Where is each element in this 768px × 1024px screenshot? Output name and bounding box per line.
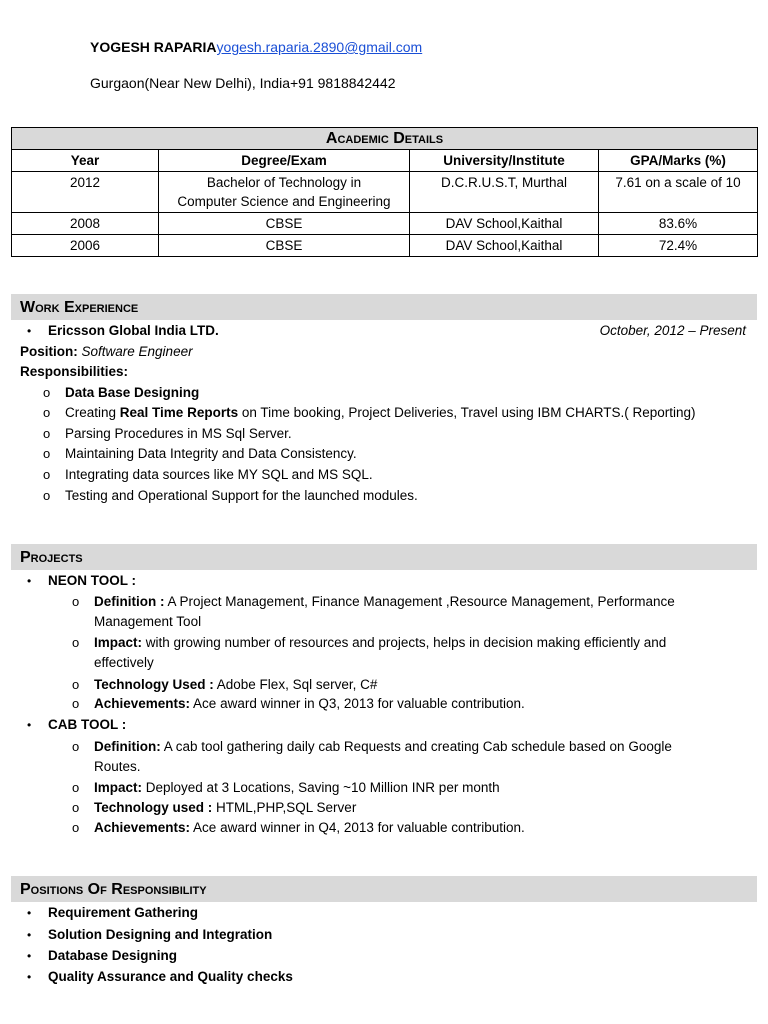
- resume-header: [90, 39, 422, 55]
- column-header-gpa: GPA/Marks (%): [599, 150, 758, 172]
- item-text: Creating: [65, 405, 120, 420]
- cell-gpa: 83.6%: [599, 213, 758, 235]
- column-header-institute: University/Institute: [410, 150, 599, 172]
- tech-text: Adobe Flex, Sql server, C#: [213, 677, 378, 692]
- cell-institute: DAV School,Kaithal: [410, 213, 599, 235]
- list-item: Solution Designing and Integration: [48, 927, 273, 942]
- circle-bullet-icon: o: [72, 780, 80, 795]
- circle-bullet-icon: o: [72, 820, 80, 835]
- company-name: Ericsson Global India LTD.: [48, 323, 219, 338]
- tech-label: Technology used :: [94, 800, 213, 815]
- bullet-icon: •: [27, 970, 32, 984]
- circle-bullet-icon: o: [72, 594, 80, 609]
- projects-title: Projects: [11, 544, 757, 570]
- achievements-label: Achievements:: [94, 696, 191, 711]
- candidate-name: YOGESH RAPARIA: [90, 39, 217, 55]
- list-item: Database Designing: [48, 948, 178, 963]
- position-label: Position:: [20, 344, 78, 359]
- employment-dates: October, 2012 – Present: [599, 323, 746, 338]
- cell-institute: D.C.R.U.S.T, Murthal: [410, 172, 599, 213]
- cell-year: 2006: [12, 235, 159, 257]
- cell-gpa: 72.4%: [599, 235, 758, 257]
- bullet-icon: •: [27, 906, 32, 920]
- column-header-year: Year: [12, 150, 159, 172]
- project-definition: [94, 592, 675, 612]
- list-item: Parsing Procedures in MS Sql Server.: [65, 426, 292, 441]
- project-technology: [94, 675, 377, 695]
- list-item: Requirement Gathering: [48, 905, 199, 920]
- contact-address: Gurgaon(Near New Delhi), India+91 9818842442: [90, 75, 396, 91]
- cell-degree: CBSE: [159, 235, 410, 257]
- item-bold-text: Data Base Designing: [65, 385, 200, 400]
- cell-degree: CBSE: [159, 213, 410, 235]
- impact-label: Impact:: [94, 780, 143, 795]
- project-impact-cont: effectively: [94, 655, 154, 670]
- circle-bullet-icon: o: [72, 800, 80, 815]
- table-header-row: [12, 150, 758, 172]
- project-achievements: [94, 694, 525, 714]
- bullet-icon: •: [27, 718, 32, 732]
- impact-text: with growing number of resources and projects, helps in decision making efficiently and: [142, 635, 667, 650]
- project-impact: [94, 778, 500, 798]
- circle-bullet-icon: o: [72, 635, 80, 650]
- table-row: [12, 235, 758, 257]
- academic-details-table: [11, 127, 758, 257]
- circle-bullet-icon: o: [43, 426, 51, 441]
- bullet-icon: •: [27, 949, 32, 963]
- list-item: [65, 403, 696, 423]
- project-definition-cont: Management Tool: [94, 614, 202, 629]
- circle-bullet-icon: o: [43, 405, 51, 420]
- position-value: Software Engineer: [81, 344, 193, 359]
- degree-line: Computer Science and Engineering: [177, 194, 391, 209]
- table-row: [12, 172, 758, 213]
- bullet-icon: •: [27, 324, 32, 338]
- project-name: CAB TOOL :: [48, 717, 127, 732]
- item-bold-text: Real Time Reports: [119, 405, 239, 420]
- circle-bullet-icon: o: [43, 385, 51, 400]
- cell-degree: [159, 172, 410, 213]
- definition-label: Definition:: [94, 739, 161, 754]
- circle-bullet-icon: o: [43, 446, 51, 461]
- responsibilities-label: Responsibilities:: [20, 364, 129, 379]
- achievements-text: Ace award winner in Q3, 2013 for valuable contribution.: [190, 696, 525, 711]
- list-item: Testing and Operational Support for the launched modules.: [65, 488, 418, 503]
- cell-year: 2012: [12, 172, 159, 213]
- bullet-icon: •: [27, 574, 32, 588]
- positions-title: Positions Of Responsibility: [11, 876, 757, 902]
- definition-text: A Project Management, Finance Management ,Resource Management, Performance: [164, 594, 675, 609]
- project-definition-cont: Routes.: [94, 759, 141, 774]
- definition-label: Definition :: [94, 594, 165, 609]
- circle-bullet-icon: o: [43, 488, 51, 503]
- table-row: [12, 213, 758, 235]
- impact-text: Deployed at 3 Locations, Saving ~10 Million INR per month: [142, 780, 500, 795]
- project-technology: [94, 798, 356, 818]
- circle-bullet-icon: o: [72, 739, 80, 754]
- bullet-icon: •: [27, 928, 32, 942]
- definition-text: A cab tool gathering daily cab Requests and creating Cab schedule based on Google: [160, 739, 672, 754]
- cell-year: 2008: [12, 213, 159, 235]
- column-header-degree: Degree/Exam: [159, 150, 410, 172]
- list-item: Integrating data sources like MY SQL and MS SQL.: [65, 467, 373, 482]
- tech-text: HTML,PHP,SQL Server: [212, 800, 357, 815]
- project-name: NEON TOOL :: [48, 573, 137, 588]
- project-achievements: [94, 818, 525, 838]
- cell-gpa: 7.61 on a scale of 10: [599, 172, 758, 213]
- work-experience-title: Work Experience: [11, 294, 757, 320]
- academic-section-title: Academic Details: [12, 128, 758, 150]
- cell-institute: DAV School,Kaithal: [410, 235, 599, 257]
- project-definition: [94, 737, 672, 757]
- circle-bullet-icon: o: [72, 696, 80, 711]
- item-text: on Time booking, Project Deliveries, Travel using IBM CHARTS.( Reporting): [238, 405, 696, 420]
- circle-bullet-icon: o: [43, 467, 51, 482]
- email-link[interactable]: yogesh.raparia.2890@gmail.com: [216, 39, 423, 55]
- project-impact: [94, 633, 666, 653]
- achievements-text: Ace award winner in Q4, 2013 for valuable contribution.: [190, 820, 525, 835]
- achievements-label: Achievements:: [94, 820, 191, 835]
- impact-label: Impact:: [94, 635, 143, 650]
- list-item: [65, 383, 199, 403]
- degree-line: Bachelor of Technology in: [206, 175, 362, 190]
- tech-label: Technology Used :: [94, 677, 214, 692]
- position-line: [20, 342, 193, 362]
- circle-bullet-icon: o: [72, 677, 80, 692]
- list-item: Maintaining Data Integrity and Data Consistency.: [65, 446, 357, 461]
- list-item: Quality Assurance and Quality checks: [48, 969, 293, 984]
